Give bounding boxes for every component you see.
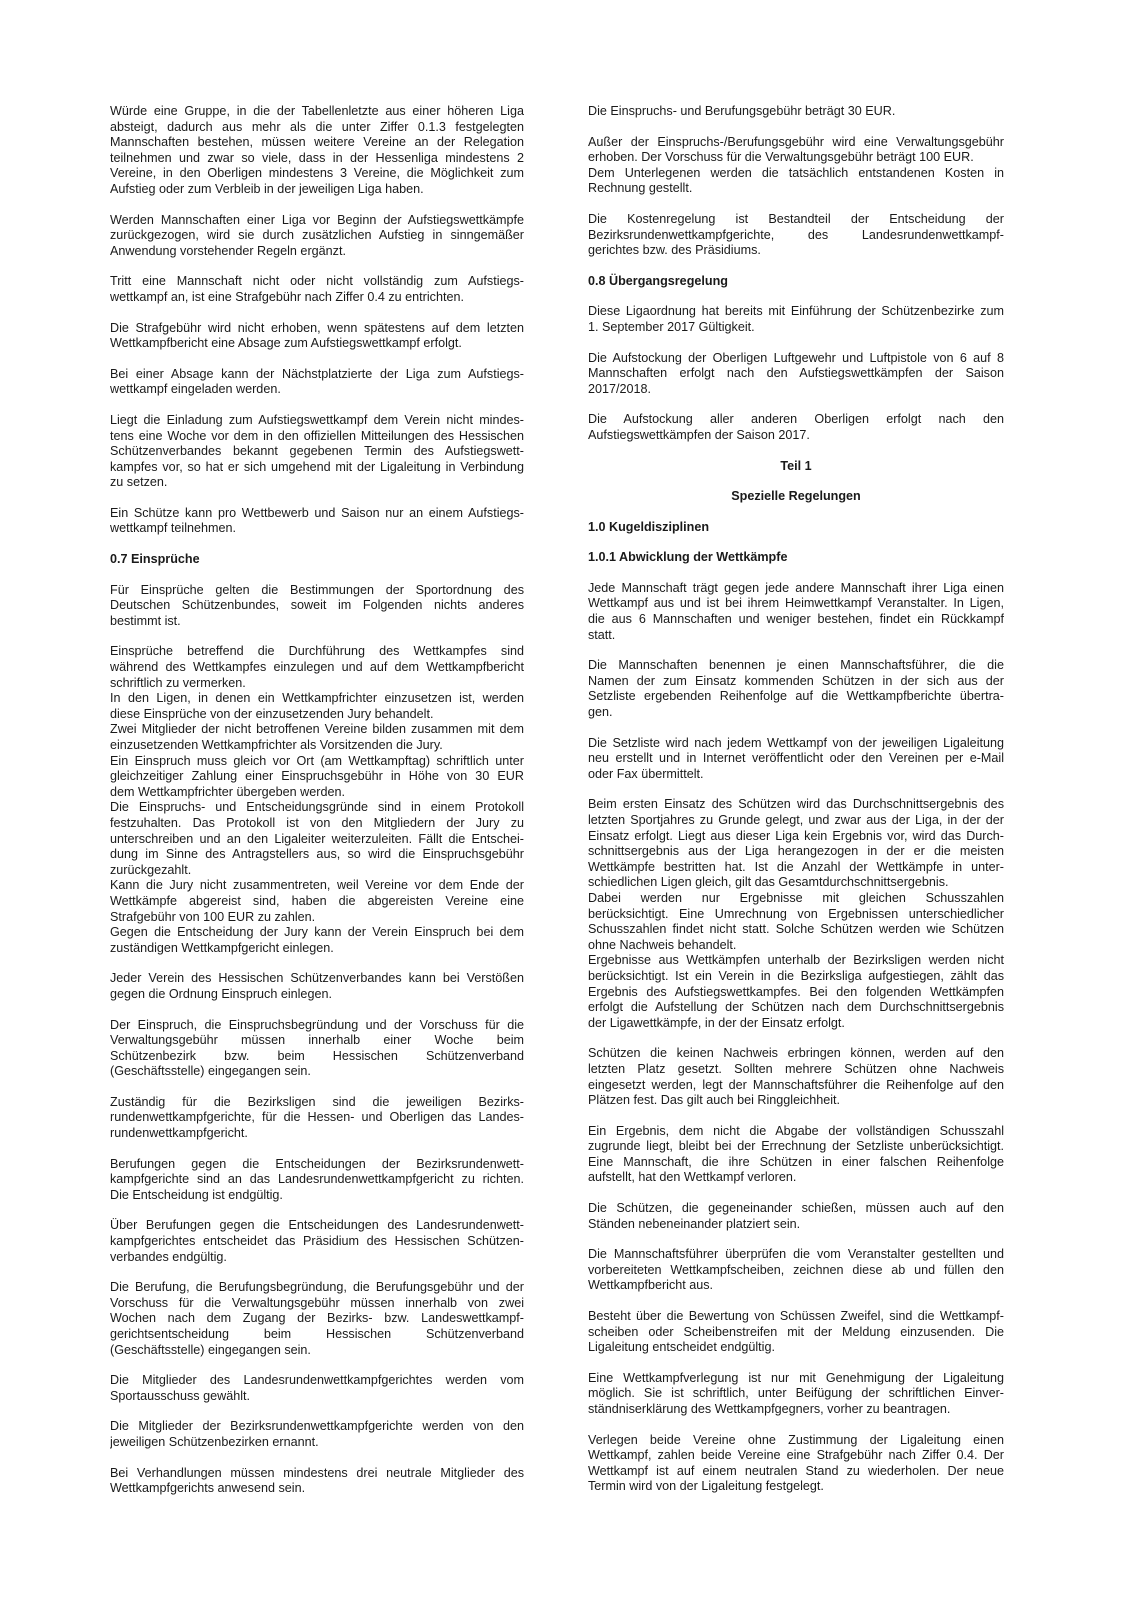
text-line: Berufungen gegen die Entscheidungen der Bezirksrundenwett-: [110, 1156, 524, 1171]
right-column: [588, 104, 1004, 1510]
text-line: 1. September 2017 Gültigkeit.: [588, 319, 755, 334]
text-line: Kann die Jury nicht zusammentreten, weil Vereine vor dem Ende der: [110, 878, 524, 893]
text-line: Aufstieg oder zum Verbleib in der jeweiligen Liga haben.: [110, 181, 424, 196]
text-line: gen.: [588, 705, 613, 720]
text-line: Wettkämpfe bestritten hat. Ist die Anzahl der Wettkämpfe in unter-: [588, 859, 1004, 874]
text-line: Verwaltungsgebühr müssen innerhalb einer Woche beim: [110, 1033, 524, 1048]
paragraph: [110, 104, 524, 198]
text-line: Die Berufung, die Berufungsbegründung, die Berufungsgebühr und der: [110, 1280, 524, 1295]
paragraph: [110, 1373, 524, 1404]
paragraph: [110, 971, 524, 1002]
section-heading: 0.7 Einsprüche: [110, 552, 200, 567]
section-heading: 1.0 Kugeldisziplinen: [588, 519, 710, 534]
text-line: Ein Ergebnis, dem nicht die Abgabe der vollständigen Schusszahl: [588, 1123, 1004, 1138]
text-line: gleichzeitiger Zahlung einer Einspruchsgebühr in Höhe von 30 EUR: [110, 769, 524, 784]
text-line: möglich. Sie ist schriftlich, unter Beifügung der schriftlichen Einver-: [588, 1386, 1004, 1401]
text-line: Bezirksrundenwettkampfgerichte, des Landesrundenwettkampf-: [588, 227, 1004, 242]
text-line: Ligaleitung entscheidet endgültig.: [588, 1340, 775, 1355]
text-line: zugrunde liegt, bleibt bei der Errechnung der Setzliste unberücksichtigt.: [588, 1139, 1004, 1154]
text-line: Wettkampfbericht eine Absage zum Aufstiegswettkampf erfolgt.: [110, 336, 462, 351]
text-line: Eine Wettkampfverlegung ist nur mit Genehmigung der Ligaleitung: [588, 1370, 1004, 1385]
text-line: Ergebnis des Aufstiegswettkampfes. Bei den folgenden Wettkämpfen: [588, 984, 1004, 999]
paragraph: [588, 1371, 1004, 1418]
text-line: (Geschäftsstelle) eingegangen sein.: [110, 1064, 311, 1079]
text-line: Dem Unterlegenen werden die tatsächlich entstandenen Kosten in: [588, 165, 1004, 180]
left-column: [110, 104, 524, 1512]
text-line: Wettkampfbericht aus.: [588, 1278, 714, 1293]
text-line: Setzliste ergebenden Reihenfolge auf die Wettkampfberichte übertra-: [588, 689, 1004, 704]
text-line: der Ligawettkämpfe, in der der Einsatz erfolgt.: [588, 1015, 845, 1030]
centered-heading: Teil 1: [780, 458, 812, 473]
text-line: Deutschen Schützenbundes, soweit im Folgenden nichts anderes: [110, 598, 524, 613]
section-heading: 0.8 Übergangsregelung: [588, 273, 728, 288]
paragraph: [110, 1280, 524, 1358]
text-line: letzten Platz gesetzt. Sollten mehrere Schützen ohne Nachweis: [588, 1061, 1004, 1076]
paragraph: [110, 583, 524, 630]
text-line: Wettkampfgerichts anwesend sein.: [110, 1481, 306, 1496]
text-line: Für Einsprüche gelten die Bestimmungen der Sportordnung des: [110, 582, 524, 597]
section-heading: 1.0.1 Abwicklung der Wettkämpfe: [588, 550, 788, 565]
text-line: Die Einspruchs- und Berufungsgebühr beträgt 30 EUR.: [588, 104, 896, 118]
paragraph: [588, 351, 1004, 398]
paragraph: [110, 1419, 524, 1450]
paragraph: [588, 304, 1004, 335]
text-line: zuständigen Wettkampfgericht einlegen.: [110, 940, 334, 955]
paragraph: [588, 104, 1004, 120]
paragraph: [110, 213, 524, 260]
text-line: Namen der zum Einsatz kommenden Schützen in der sich aus der: [588, 673, 1004, 688]
text-line: Die Entscheidung ist endgültig.: [110, 1187, 283, 1202]
text-line: kampfes vor, so hat er sich umgehend mit der Ligaleitung in Verbindung: [110, 459, 524, 474]
text-line: Die Setzliste wird nach jedem Wettkampf von der jeweiligen Ligaleitung: [588, 735, 1004, 750]
text-line: gegen die Ordnung Einspruch einlegen.: [110, 986, 332, 1001]
paragraph: [588, 1433, 1004, 1495]
text-line: Verlegen beide Vereine ohne Zustimmung der Ligaleitung einen: [588, 1432, 1004, 1447]
text-line: Bei Verhandlungen müssen mindestens drei neutrale Mitglieder des: [110, 1465, 524, 1480]
text-line: Ständen nebeneinander platziert sein.: [588, 1216, 801, 1231]
text-line: Rechnung gestellt.: [588, 181, 693, 196]
text-line: Diese Ligaordnung hat bereits mit Einführung der Schützenbezirke zum: [588, 304, 1004, 319]
text-line: Wettkampf aus und ist bei ihrem Heimwettkampf Veranstalter. In Ligen,: [588, 596, 1004, 611]
text-line: Einsatz erfolgt. Liegt aus dieser Liga kein Ergebnis vor, wird das Durch-: [588, 828, 1004, 843]
text-line: Mannschaften erfolgt nach den Aufstiegswettkämpfen der Saison: [588, 366, 1004, 381]
paragraph: [110, 321, 524, 352]
paragraph: [588, 412, 1004, 443]
text-line: erfolgt die Aufstellung der Schützen nach dem Durchschnittsergebnis: [588, 1000, 1004, 1015]
paragraph: [110, 413, 524, 491]
text-line: Strafgebühr von 100 EUR zu zahlen.: [110, 909, 316, 924]
text-line: letzten Sportjahres zu Grunde gelegt, und zwar aus der Liga, in der der: [588, 813, 1004, 827]
paragraph: [110, 1018, 524, 1080]
paragraph: [588, 797, 1004, 1031]
text-line: vorbereiteten Wettkampfscheiben, zeichnen diese ab und füllen den: [588, 1262, 1004, 1277]
text-line: ständniserklärung des Wettkampfgegners, vorher zu beantragen.: [588, 1402, 951, 1416]
text-line: (Geschäftsstelle) eingegangen sein.: [110, 1342, 311, 1357]
text-line: tens eine Woche vor dem in den offiziellen Mitteilungen des Hessischen: [110, 428, 524, 443]
text-line: Würde eine Gruppe, in die der Tabellenletzte aus einer höheren Liga: [110, 104, 524, 118]
text-line: Die Mannschaftsführer überprüfen die vom Veranstalter gestellten und: [588, 1247, 1004, 1262]
text-line: die aus 6 Mannschaften und weniger bestehen, findet ein Rückkampf: [588, 612, 1004, 627]
text-line: wettkampf teilnehmen.: [110, 521, 236, 536]
paragraph: [110, 1157, 524, 1204]
text-line: 2017/2018.: [588, 381, 652, 396]
paragraph: [588, 1247, 1004, 1294]
text-line: Termin wird von der Ligaleitung festgelegt.: [588, 1479, 824, 1494]
text-line: Liegt die Einladung zum Aufstiegswettkampf dem Verein nicht mindes-: [110, 412, 524, 427]
paragraph: [588, 1201, 1004, 1232]
text-line: schiedlichen Ligen gleich, gilt das Gesamtdurchschnittsergebnis.: [588, 875, 949, 890]
text-line: Schusszahlen findet nicht statt. Solche Schützen werden wie Schützen: [588, 922, 1004, 937]
text-line: ohne Nachweis behandelt.: [588, 937, 737, 952]
paragraph: [588, 135, 1004, 197]
text-line: Wochen nach dem Zugang der Bezirks- bzw. Landeswettkampf-: [110, 1311, 524, 1326]
text-line: Die Schützen, die gegeneinander schießen, müssen auch auf den: [588, 1201, 1004, 1216]
text-line: Plätzen fest. Das gilt auch bei Ringgleichheit.: [588, 1093, 841, 1108]
text-line: Einsprüche betreffend die Durchführung des Wettkampfes sind: [110, 644, 524, 659]
text-line: neu erstellt und in Internet veröffentlicht oder den Vereinen per e-Mail: [588, 751, 1004, 766]
text-line: Mannschaften bestehen, müssen weitere Vereine an der Relegation: [110, 135, 524, 150]
text-line: Anwendung vorstehender Regeln ergänzt.: [110, 243, 346, 258]
text-line: Dabei werden nur Ergebnisse mit gleichen Schusszahlen: [588, 890, 1004, 905]
paragraph: [588, 212, 1004, 259]
text-line: Zwei Mitglieder der nicht betroffenen Vereine bilden zusammen mit dem: [110, 722, 524, 737]
text-line: Die Aufstockung der Oberligen Luftgewehr und Luftpistole von 6 auf 8: [588, 350, 1004, 365]
text-line: Die Mannschaften benennen je einen Mannschaftsführer, die die: [588, 658, 1004, 673]
text-line: Bei einer Absage kann der Nächstplatzierte der Liga zum Aufstiegs-: [110, 366, 524, 381]
text-line: teilnehmen und zwar so viele, dass in der Hessenliga mindestens 2: [110, 150, 524, 165]
text-line: dem Wettkampfrichter übergeben werden.: [110, 784, 345, 799]
text-line: Tritt eine Mannschaft nicht oder nicht vollständig zum Aufstiegs-: [110, 274, 524, 289]
text-line: kampfgerichtes entscheidet das Präsidium des Hessischen Schützen-: [110, 1234, 524, 1249]
text-line: oder Fax übermittelt.: [588, 766, 704, 781]
text-line: Ergebnisse aus Wettkämpfen unterhalb der Bezirksligen werden nicht: [588, 953, 1004, 968]
text-line: Die Einspruchs- und Entscheidungsgründe sind in einem Protokoll: [110, 800, 524, 815]
text-line: Gegen die Entscheidung der Jury kann der Verein Einspruch bei dem: [110, 925, 524, 940]
paragraph: [588, 658, 1004, 720]
text-line: Schützen die keinen Nachweis erbringen können, werden auf den: [588, 1046, 1004, 1061]
text-line: jeweiligen Schützenbezirken ernannt.: [110, 1434, 319, 1449]
text-line: aufstellt, hat den Wettkampf verloren.: [588, 1170, 797, 1185]
text-line: statt.: [588, 627, 616, 642]
text-line: Werden Mannschaften einer Liga vor Beginn der Aufstiegswettkämpfe: [110, 212, 524, 227]
text-line: Eine Mannschaft, die ihre Schützen in einer falschen Reihenfolge: [588, 1154, 1004, 1169]
text-line: gerichtsentscheidung beim Hessischen Schützenverband: [110, 1327, 524, 1341]
text-line: schriftlich zu vermerken.: [110, 675, 246, 690]
paragraph: [110, 367, 524, 398]
text-line: Beim ersten Einsatz des Schützen wird das Durchschnittsergebnis des: [588, 797, 1004, 812]
text-line: berücksichtigt. Ist ein Verein in die Bezirksliga aufgestiegen, zählt das: [588, 968, 1004, 983]
text-line: Aufstiegswettkämpfen der Saison 2017.: [588, 427, 810, 442]
text-line: Schützenverbandes bekannt gegebenen Termin des Aufstiegswett-: [110, 444, 524, 459]
paragraph: [110, 644, 524, 956]
text-line: festzuhalten. Das Protokoll ist von den Mitgliedern der Jury zu: [110, 815, 524, 830]
text-line: Der Einspruch, die Einspruchsbegründung und der Vorschuss für die: [110, 1017, 524, 1032]
text-line: scheiben oder Scheibenstreifen mit der Meldung einzusenden. Die: [588, 1324, 1004, 1339]
text-line: In den Ligen, in denen ein Wettkampfrichter einzusetzen ist, werden: [110, 691, 524, 706]
text-line: diese Einsprüche von der einzusetzenden Jury behandelt.: [110, 706, 434, 721]
text-line: Ein Einspruch muss gleich vor Ort (am Wettkampftag) schriftlich unter: [110, 753, 524, 768]
text-line: verbandes endgültig.: [110, 1249, 227, 1264]
text-line: Jeder Verein des Hessischen Schützenverbandes kann bei Verstößen: [110, 971, 524, 986]
text-line: berücksichtigt. Eine Umrechnung von Ergebnissen unterschiedlicher: [588, 906, 1004, 921]
text-line: Die Mitglieder des Landesrundenwettkampfgerichtes werden vom: [110, 1373, 524, 1388]
paragraph: [588, 1309, 1004, 1356]
paragraph: [110, 1466, 524, 1497]
text-line: eingesetzt werden, legt der Mannschaftsführer die Reihenfolge auf den: [588, 1077, 1004, 1092]
text-line: Die Mitglieder der Bezirksrundenwettkampfgerichte werden von den: [110, 1419, 524, 1434]
paragraph: [588, 581, 1004, 643]
text-line: Wettkämpfe abgereist sind, haben die abgereisten Vereine eine: [110, 893, 524, 908]
text-line: wettkampf an, ist eine Strafgebühr nach Ziffer 0.4 zu entrichten.: [110, 289, 464, 304]
paragraph: [110, 1218, 524, 1265]
text-line: dung im Sinne des Antragstellers aus, so wird die Einspruchsgebühr: [110, 847, 524, 862]
text-line: Die Kostenregelung ist Bestandteil der Entscheidung der: [588, 211, 1004, 226]
text-line: Wettkampf, zahlen beide Vereine eine Strafgebühr nach Ziffer 0.4. Der: [588, 1448, 1004, 1463]
text-line: einzusetzenden Wettkampfrichter als Vorsitzenden die Jury.: [110, 738, 443, 752]
text-line: kampfgerichte sind an das Landesrundenwettkampfgericht zu richten.: [110, 1172, 524, 1187]
text-line: Jede Mannschaft trägt gegen jede andere Mannschaft ihrer Liga einen: [588, 580, 1004, 595]
text-line: rundenwettkampfgerichte, für die Hessen- und Oberligen das Landes-: [110, 1110, 524, 1125]
text-line: Zuständig für die Bezirksligen sind die jeweiligen Bezirks-: [110, 1094, 524, 1109]
text-line: wettkampf eingeladen werden.: [110, 382, 281, 397]
paragraph: [110, 274, 524, 305]
paragraph: [110, 1095, 524, 1142]
text-line: Außer der Einspruchs-/Berufungsgebühr wird eine Verwaltungsgebühr: [588, 134, 1004, 149]
text-line: erhoben. Der Vorschuss für die Verwaltungsgebühr beträgt 100 EUR.: [588, 150, 974, 165]
text-line: Wettkampf ist auf einem neutralen Stand zu wiederholen. Der neue: [588, 1463, 1004, 1478]
text-line: Sportausschuss gewählt.: [110, 1388, 251, 1403]
text-line: Vereine, in den Oberligen mindestens 3 Vereine, die Möglichkeit zum: [110, 166, 524, 181]
text-line: absteigt, dadurch aus mehr als die unter Ziffer 0.1.3 festgelegten: [110, 119, 524, 134]
paragraph: [588, 1124, 1004, 1186]
paragraph: [588, 1046, 1004, 1108]
text-line: bestimmt ist.: [110, 613, 181, 628]
paragraph: [110, 506, 524, 537]
centered-heading: Spezielle Regelungen: [731, 489, 861, 504]
text-line: Die Aufstockung aller anderen Oberligen erfolgt nach den: [588, 412, 1004, 427]
text-line: zurückgezogen, wird sie durch zusätzlichen Aufstieg in sinngemäßer: [110, 228, 524, 243]
text-line: Schützenbezirk bzw. beim Hessischen Schützenverband: [110, 1048, 524, 1063]
text-line: gerichtes bzw. des Präsidiums.: [588, 243, 761, 258]
paragraph: [588, 736, 1004, 783]
text-line: Ein Schütze kann pro Wettbewerb und Saison nur an einem Aufstiegs-: [110, 505, 524, 520]
text-line: Vorschuss für die Verwaltungsgebühr müssen innerhalb von zwei: [110, 1295, 524, 1310]
text-line: unterschreiben und an den Ligaleiter weiterzuleiten. Fällt die Entschei-: [110, 831, 524, 846]
text-line: Die Strafgebühr wird nicht erhoben, wenn spätestens auf dem letzten: [110, 320, 524, 335]
text-line: Besteht über die Bewertung von Schüssen Zweifel, sind die Wettkampf-: [588, 1309, 1004, 1324]
text-line: rundenwettkampfgericht.: [110, 1126, 248, 1141]
text-line: zu setzen.: [110, 475, 168, 490]
text-line: Über Berufungen gegen die Entscheidungen des Landesrundenwett-: [110, 1218, 524, 1233]
text-line: während des Wettkampfes einzulegen und auf dem Wettkampfbericht: [110, 660, 524, 675]
text-line: schnittsergebnis aus der Liga herangezogen in der er die meisten: [588, 844, 1004, 859]
text-line: zurückgezahlt.: [110, 862, 192, 877]
